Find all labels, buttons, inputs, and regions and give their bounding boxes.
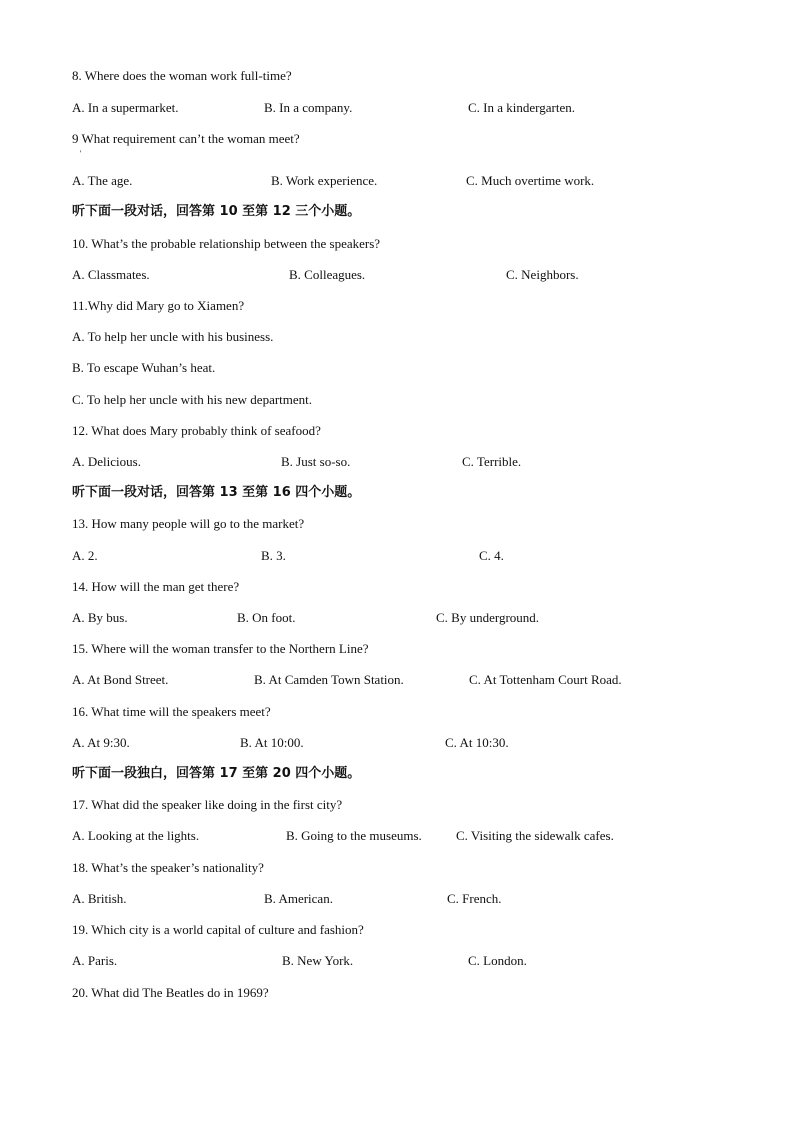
q19-option-a: A. Paris. xyxy=(72,953,118,968)
section-heading-2: 听下面一段对话，回答第 13 至第 16 四个小题。 xyxy=(72,485,361,500)
question-20: 20. What did The Beatles do in 1969? xyxy=(72,985,269,1000)
question-8: 8. Where does the woman work full-time? xyxy=(72,68,292,83)
question-19: 19. Which city is a world capital of culture and fashion? xyxy=(72,922,364,937)
q18-option-b: B. American. xyxy=(264,891,333,906)
q9-option-a: A. The age. xyxy=(72,173,133,188)
q15-option-a: A. At Bond Street. xyxy=(72,672,169,687)
question-13: 13. How many people will go to the market? xyxy=(72,516,305,531)
q11-option-a: A. To help her uncle with his business. xyxy=(72,329,274,344)
question-16: 16. What time will the speakers meet? xyxy=(72,704,271,719)
question-10: 10. What’s the probable relationship between the speakers? xyxy=(72,236,381,251)
q17-option-a: A. Looking at the lights. xyxy=(72,828,200,843)
q8-option-b: B. In a company. xyxy=(264,100,353,115)
q13-option-c: C. 4. xyxy=(479,548,504,563)
section-heading-1: 听下面一段对话，回答第 10 至第 12 三个小题。 xyxy=(72,204,361,219)
q10-option-b: B. Colleagues. xyxy=(289,267,366,282)
q19-option-b: B. New York. xyxy=(282,953,354,968)
q8-option-a: A. In a supermarket. xyxy=(72,100,179,115)
q9-option-c: C. Much overtime work. xyxy=(466,173,595,188)
q10-option-c: C. Neighbors. xyxy=(506,267,579,282)
q13-option-b: B. 3. xyxy=(261,548,286,563)
q14-option-c: C. By underground. xyxy=(436,610,540,625)
q12-option-b: B. Just so-so. xyxy=(281,454,351,469)
q14-option-b: B. On foot. xyxy=(237,610,296,625)
q18-option-c: C. French. xyxy=(447,891,502,906)
question-12: 12. What does Mary probably think of seafood? xyxy=(72,423,321,438)
q17-option-c: C. Visiting the sidewalk cafes. xyxy=(456,828,614,843)
q12-option-a: A. Delicious. xyxy=(72,454,141,469)
q16-option-c: C. At 10:30. xyxy=(445,735,509,750)
q16-option-a: A. At 9:30. xyxy=(72,735,130,750)
q19-option-c: C. London. xyxy=(468,953,527,968)
q13-option-a: A. 2. xyxy=(72,548,98,563)
q12-option-c: C. Terrible. xyxy=(462,454,522,469)
question-9: 9 What requirement can’t the woman meet? xyxy=(72,131,300,146)
section-heading-3: 听下面一段独白，回答第 17 至第 20 四个小题。 xyxy=(72,766,361,781)
q9-option-b: B. Work experience. xyxy=(271,173,378,188)
q14-option-a: A. By bus. xyxy=(72,610,128,625)
q8-option-c: C. In a kindergarten. xyxy=(468,100,575,115)
question-17: 17. What did the speaker like doing in the first city? xyxy=(72,797,343,812)
q18-option-a: A. British. xyxy=(72,891,127,906)
q11-option-c: C. To help her uncle with his new department. xyxy=(72,392,313,407)
q10-option-a: A. Classmates. xyxy=(72,267,150,282)
q15-option-b: B. At Camden Town Station. xyxy=(254,672,404,687)
q11-option-b: B. To escape Wuhan’s heat. xyxy=(72,360,216,375)
question-18: 18. What’s the speaker’s nationality? xyxy=(72,860,264,875)
q16-option-b: B. At 10:00. xyxy=(240,735,304,750)
q15-option-c: C. At Tottenham Court Road. xyxy=(469,672,622,687)
question-11: 11.Why did Mary go to Xiamen? xyxy=(72,298,245,313)
stray-mark: ' xyxy=(80,149,82,158)
question-15: 15. Where will the woman transfer to the Northern Line? xyxy=(72,641,369,656)
question-14: 14. How will the man get there? xyxy=(72,579,240,594)
q17-option-b: B. Going to the museums. xyxy=(286,828,422,843)
